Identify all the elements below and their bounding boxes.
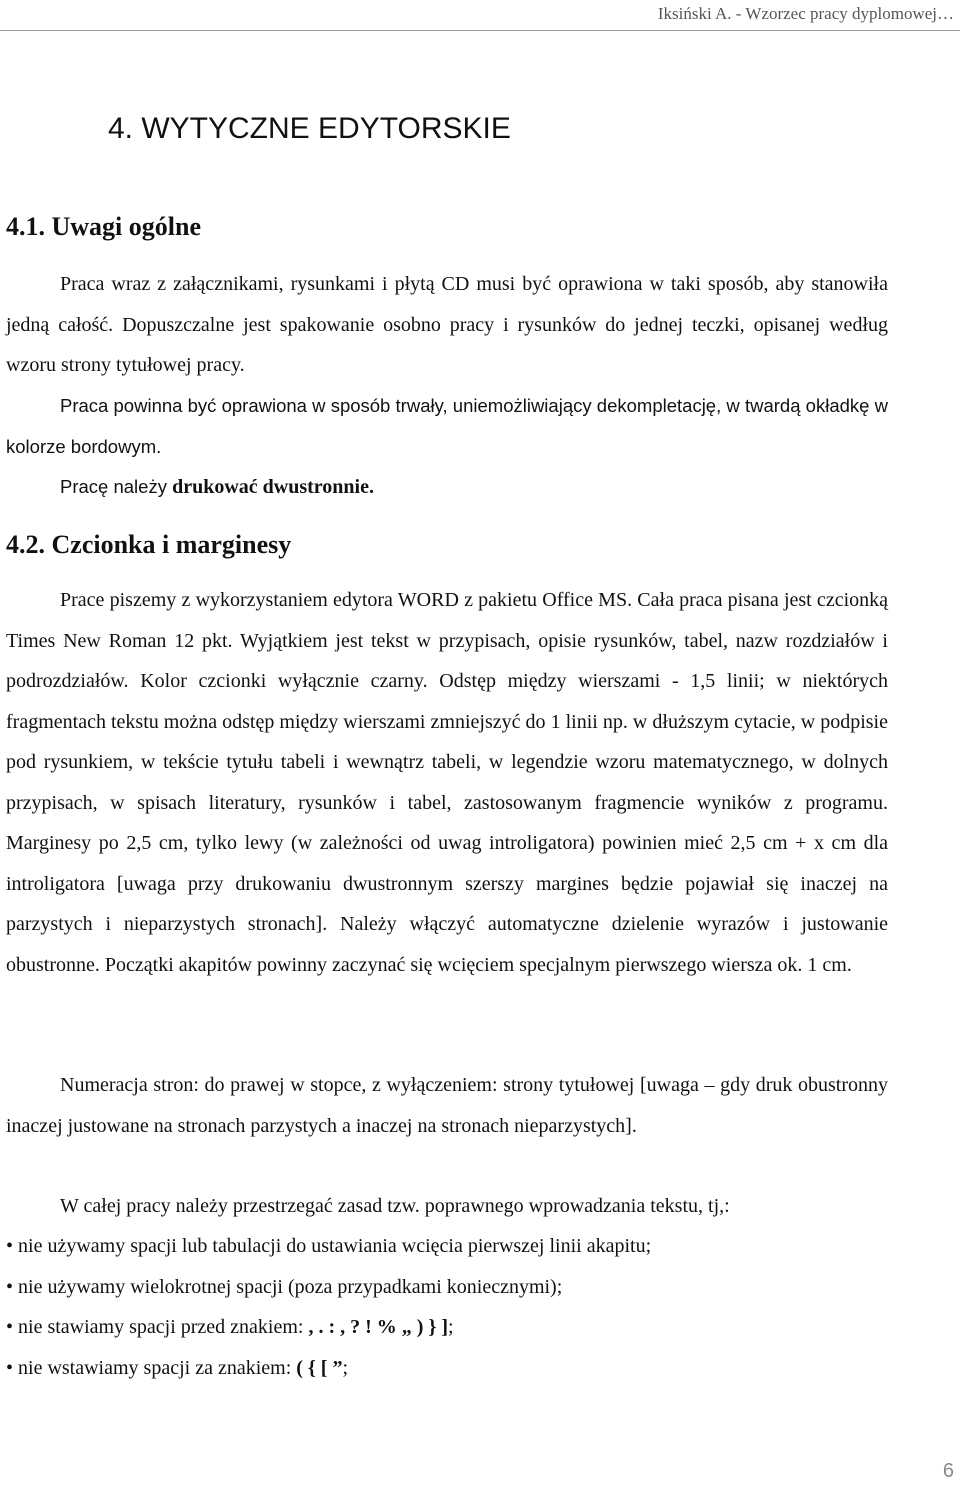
section-4-1-title: 4.1. Uwagi ogólne — [6, 212, 201, 241]
section-4-2-title: 4.2. Czcionka i marginesy — [6, 530, 292, 559]
list-item: • nie wstawiamy spacji za znakiem: ( { [ ”; — [6, 1348, 651, 1389]
list-item: • nie używamy wielokrotnej spacji (poza przypadkami koniecznymi); — [6, 1267, 651, 1308]
rules-list — [6, 1226, 651, 1388]
paragraph-page-numbering: Numeracja stron: do prawej w stopce, z wyłączeniem: strony tytułowej [uwaga – gdy druk obustronny inaczej justowane na stronach parzystych a inaczej na stronach nieparzystych]. — [6, 1074, 888, 1137]
paragraph-text-rules: W całej pracy należy przestrzegać zasad tzw. poprawnego wprowadzania tekstu, tj,: — [60, 1195, 730, 1217]
paragraph-binding: Praca wraz z załącznikami, rysunkami i płytą CD musi być oprawiona w taki sposób, aby stanowiła jedną całość. Dopuszczalne jest spakowanie osobno pracy i rysunków do jednej teczki, opisanej według wzoru strony tytułowej pracy. — [6, 273, 888, 376]
chapter-title: 4. WYTYCZNE EDYTORSKIE — [108, 112, 511, 145]
duplex-bold: drukować dwustronnie. — [172, 476, 374, 498]
list-item: • nie stawiamy spacji przed znakiem: , . : , ? ! % „ ) } ]; — [6, 1307, 651, 1348]
paragraph-duplex — [6, 467, 888, 508]
running-header: Iksiński A. - Wzorzec pracy dyplomowej… — [657, 4, 954, 23]
paragraph-font-margins: Prace piszemy z wykorzystaniem edytora WORD z pakietu Office MS. Cała praca pisana jest czcionką Times New Roman 12 pkt. Wyjątkiem jest tekst w przypisach, opisie rysunków, tabel, nazw rozdziałów i podrozdziałów. Kolor czcionki wyłącznie czarny. Odstęp między wierszami - 1,5 linii; w niektórych fragmentach tekstu można odstęp między wierszami zmniejszyć do 1 linii np. w dłuższym cytacie, w podpisie pod rysunkiem, w tekście tytułu tabeli i wewnątrz tabeli, w legendzie wzoru matematycznego, w dolnych przypisach, w spisach literatury, rysunków i tabel, zastosowanym fragmencie wyników z programu. Marginesy po 2,5 cm, tylko lewy (w zależności od uwag introligatora) powinien mieć 2,5 cm + x cm dla introligatora [uwaga przy drukowaniu dwustronnym szerszy margines będzie pojawiał się inaczej na parzystych i nieparzystych stronach]. Należy włączyć automatyczne dzielenie wyrazów i justowanie obustronne. Początki akapitów powinny zaczynać się wcięciem specjalnym pierwszego wiersza ok. 1 cm. — [6, 589, 888, 976]
list-item: • nie używamy spacji lub tabulacji do ustawiania wcięcia pierwszej linii akapitu; — [6, 1226, 651, 1267]
header-divider — [0, 30, 960, 31]
page-number: 6 — [942, 1460, 954, 1482]
duplex-text: Pracę należy — [60, 476, 173, 497]
paragraph-cover: Praca powinna być oprawiona w sposób trwały, uniemożliwiający dekompletację, w twardą okładkę w kolorze bordowym. — [6, 395, 888, 457]
